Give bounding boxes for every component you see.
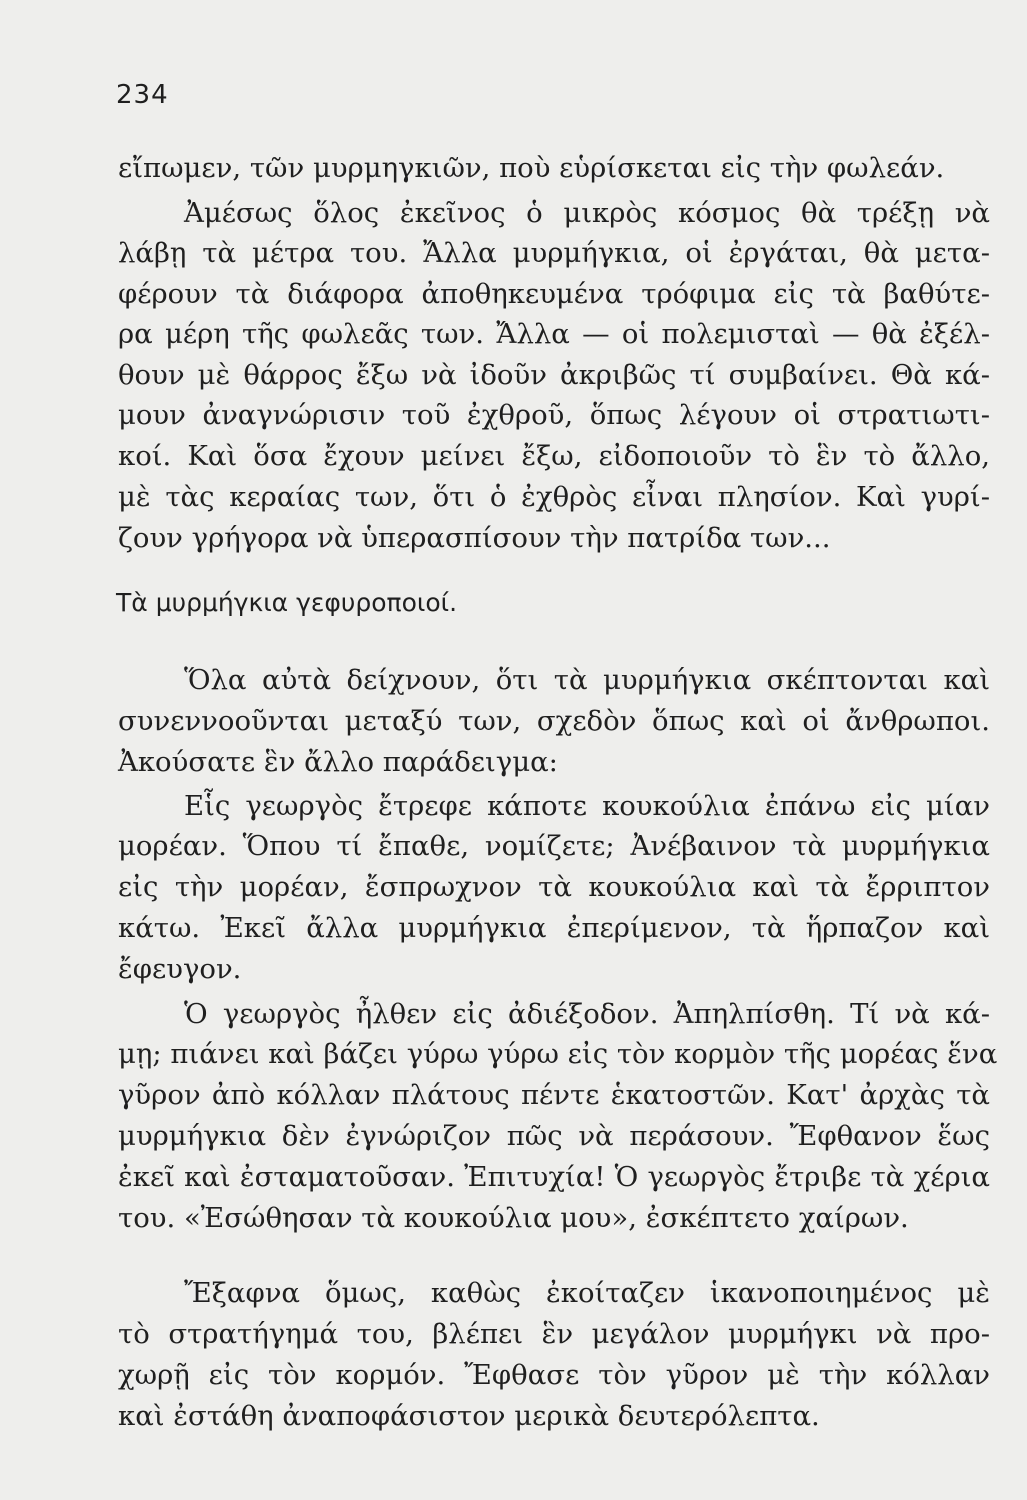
text-line: κοί. Καὶ ὅσα ἔχουν μείνει ἔξω, εἰδοποιοῦν τὸ ἓν τὸ ἄλλο, xyxy=(118,440,990,472)
text-line: του. «Ἐσώθησαν τὰ κουκούλια μου», ἐσκέπτετο χαίρων. xyxy=(118,1202,909,1234)
text-line: ρα μέρη τῆς φωλεᾶς των. Ἄλλα — οἱ πολεμισταὶ — θὰ ἐξέλ- xyxy=(118,318,990,350)
text-line: Ὅλα αὐτὰ δείχνουν, ὅτι τὰ μυρμήγκια σκέπτονται καὶ xyxy=(184,664,990,696)
text-line: μὲ τὰς κεραίας των, ὅτι ὁ ἐχθρὸς εἶναι πλησίον. Καὶ γυρί- xyxy=(118,481,990,513)
text-line: ζουν γρήγορα νὰ ὑπερασπίσουν τὴν πατρίδα των... xyxy=(118,522,831,554)
text-line: χωρῇ εἰς τὸν κορμόν. Ἔφθασε τὸν γῦρον μὲ τὴν κόλλαν xyxy=(118,1359,990,1391)
text-line: μουν ἀναγνώρισιν τοῦ ἐχθροῦ, ὅπως λέγουν οἱ στρατιωτι- xyxy=(118,399,990,431)
page-number: 234 xyxy=(116,80,169,110)
text-line: τὸ στρατήγημά του, βλέπει ἓν μεγάλον μυρμήγκι νὰ προ- xyxy=(118,1318,990,1350)
text-line: συνεννοοῦνται μεταξύ των, σχεδὸν ὅπως καὶ οἱ ἄνθρωποι. xyxy=(118,705,990,737)
text-line: εἴπωμεν, τῶν μυρμηγκιῶν, ποὺ εὑρίσκεται εἰς τὴν φωλεάν. xyxy=(118,152,945,184)
text-line: Ἔξαφνα ὅμως, καθὼς ἐκοίταζεν ἱκανοποιημένος μὲ xyxy=(184,1277,990,1309)
text-line: μυρμήγκια δὲν ἐγνώριζον πῶς νὰ περάσουν. Ἔφθανον ἕως xyxy=(118,1120,990,1152)
text-line: θουν μὲ θάρρος ἔξω νὰ ἰδοῦν ἀκριβῶς τί συμβαίνει. Θὰ κά- xyxy=(118,359,990,391)
text-line: Εἷς γεωργὸς ἔτρεφε κάποτε κουκούλια ἐπάνω εἰς μίαν xyxy=(184,790,990,822)
text-line: μῃ; πιάνει καὶ βάζει γύρω γύρω εἰς τὸν κορμὸν τῆς μορέας ἕνα xyxy=(118,1038,998,1070)
text-line: μορέαν. Ὅπου τί ἔπαθε, νομίζετε; Ἀνέβαινον τὰ μυρμήγκια xyxy=(118,830,990,862)
text-line: ἔφευγον. xyxy=(118,953,242,985)
text-line: Ἀκούσατε ἓν ἄλλο παράδειγμα: xyxy=(118,746,558,778)
text-line: κάτω. Ἐκεῖ ἄλλα μυρμήγκια ἐπερίμενον, τὰ ἥρπαζον καὶ xyxy=(118,912,990,944)
text-line: Ἀμέσως ὅλος ἐκεῖνος ὁ μικρὸς κόσμος θὰ τρέξῃ νὰ xyxy=(184,197,990,229)
text-line: Ὁ γεωργὸς ἦλθεν εἰς ἀδιέξοδον. Ἀπηλπίσθη. Τί νὰ κά- xyxy=(184,998,990,1030)
text-line: φέρουν τὰ διάφορα ἀποθηκευμένα τρόφιμα εἰς τὰ βαθύτε- xyxy=(118,278,990,310)
text-line: λάβῃ τὰ μέτρα του. Ἄλλα μυρμήγκια, οἱ ἐργάται, θὰ μετα- xyxy=(118,237,990,269)
text-line: ἐκεῖ καὶ ἐσταματοῦσαν. Ἐπιτυχία! Ὁ γεωργὸς ἔτριβε τὰ χέρια xyxy=(118,1161,990,1193)
text-line: εἰς τὴν μορέαν, ἔσπρωχνον τὰ κουκούλια καὶ τὰ ἔρριπτον xyxy=(118,871,990,903)
text-line: γῦρον ἀπὸ κόλλαν πλάτους πέντε ἑκατοστῶν. Κατ' ἀρχὰς τὰ xyxy=(118,1079,990,1111)
section-heading: Τὰ μυρμήγκια γεφυροποιοί. xyxy=(116,588,458,617)
text-line: καὶ ἐστάθη ἀναποφάσιστον μερικὰ δευτερόλεπτα. xyxy=(118,1400,820,1432)
